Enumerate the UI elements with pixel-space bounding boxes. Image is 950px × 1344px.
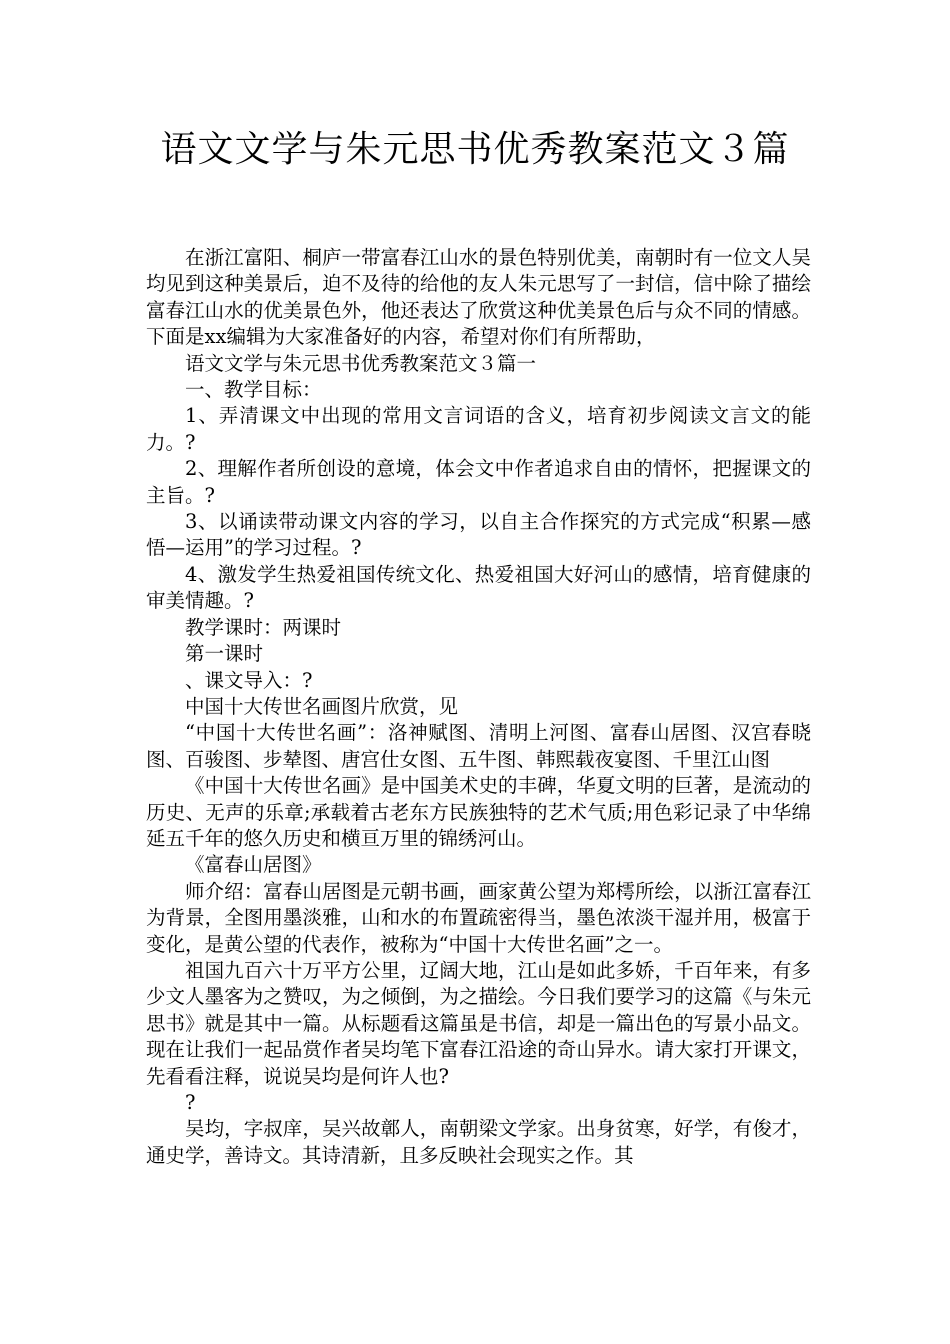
first-lesson-heading: 第一课时 — [185, 642, 264, 666]
objective-item-4: 4、激发学生热爱祖国传统文化、热爱祖国大好河山的感情，培育健康的审美情趣。? — [146, 562, 811, 613]
lesson-hours: 教学课时：两课时 — [185, 615, 342, 639]
body-paragraph: 祖国九百六十万平方公里，辽阔大地，江山是如此多娇，千百年来，有多少文人墨客为之赞叹，为之倾倒，为之描绘。今日我们要学习的这篇《与朱元思书》就是其中一篇。从标题看这篇虽是书信，却是一篇出色的写景小品文。现在让我们一起品赏作者吴均笔下富春江沿途的奇山异水。请大家打开课文，先看看注释，说说吴均是何许人也? — [146, 958, 811, 1088]
body-paragraph: 中国十大传世名画图片欣赏，见 — [185, 694, 459, 718]
body-paragraph: ? — [185, 1091, 196, 1114]
body-paragraph: “中国十大传世名画”：洛神赋图、清明上河图、富春山居图、汉宫春晓图、百骏图、步辇图、唐宫仕女图、五牛图、韩熙载夜宴图、千里江山图 — [146, 721, 811, 771]
document-body — [146, 245, 811, 1169]
objectives-heading: 一、教学目标： — [185, 378, 322, 402]
objective-item-1: 1、弄清课文中出现的常用文言词语的含义，培育初步阅读文言文的能力。? — [146, 404, 811, 454]
body-paragraph: 吴均，字叔庠，吴兴故鄣人，南朝梁文学家。出身贫寒，好学，有俊才，通史学，善诗文。其诗清新，且多反映社会现实之作。其 — [146, 1117, 811, 1167]
body-paragraph: 《富春山居图》 — [185, 853, 322, 877]
body-paragraph: 师介绍：富春山居图是元朝书画，画家黄公望为郑樗所绘，以浙江富春江为背景，全图用墨淡雅，山和水的布置疏密得当，墨色浓淡干湿并用，极富于变化，是黄公望的代表作，被称为“中国十大传世名画”之一。 — [146, 879, 811, 956]
objective-item-2: 2、理解作者所创设的意境，体会文中作者追求自由的情怀，把握课文的主旨。? — [146, 457, 811, 507]
lesson-intro-heading: 、课文导入：? — [185, 668, 313, 692]
intro-paragraph: 在浙江富阳、桐庐一带富春江山水的景色特别优美，南朝时有一位文人吴均见到这种美景后，迫不及待的给他的友人朱元思写了一封信，信中除了描绘富春江山水的优美景色外，他还表达了欣赏这种优美景色后与众不同的情感。下面是xx编辑为大家准备好的内容，希望对你们有所帮助， — [146, 246, 811, 349]
section-heading: 语文文学与朱元思书优秀教案范文３篇一 — [185, 351, 537, 375]
page-title: 语文文学与朱元思书优秀教案范文３篇 — [160, 129, 790, 170]
body-paragraph: 《中国十大传世名画》是中国美术史的丰碑，华夏文明的巨著，是流动的历史、无声的乐章;承载着古老东方民族独特的艺术气质;用色彩记录了中华绵延五千年的悠久历史和横亘万里的锦绣河山。 — [146, 774, 811, 850]
objective-item-3: 3、以诵读带动课文内容的学习，以自主合作探究的方式完成“积累—感悟—运用”的学习过程。? — [146, 510, 811, 560]
